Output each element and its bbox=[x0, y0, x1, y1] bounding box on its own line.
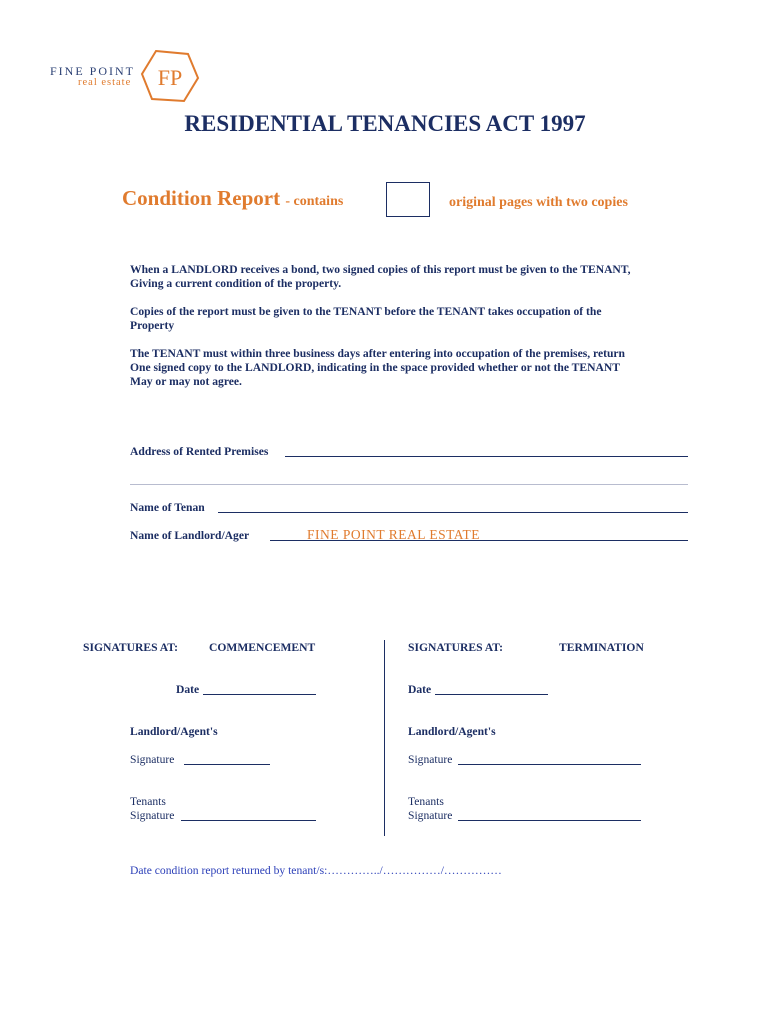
signature-column-divider bbox=[384, 640, 385, 836]
termination-landlord-label: Landlord/Agent's bbox=[408, 725, 496, 738]
instruction-3-line-1: The TENANT must within three business days after entering into occupation of the premises, return bbox=[130, 347, 626, 360]
commencement-tenants-signature-input[interactable] bbox=[181, 820, 316, 821]
logo-text-real-estate: real estate bbox=[78, 77, 132, 88]
tenant-name-label: Name of Tenan bbox=[130, 501, 205, 514]
instruction-paragraph-1 bbox=[130, 263, 631, 291]
termination-date-label: Date bbox=[408, 683, 432, 696]
termination-tenants-label: Tenants bbox=[408, 795, 444, 808]
instruction-2-line-1: Copies of the report must be given to the TENANT before the TENANT takes occupation of the bbox=[130, 305, 602, 318]
commencement-signatures-label: SIGNATURES AT: bbox=[83, 641, 179, 654]
termination-landlord-signature-label: Signature bbox=[408, 753, 453, 766]
instruction-1-line-2: Giving a current condition of the property. bbox=[130, 277, 342, 290]
condition-report-contains: - contains bbox=[285, 194, 344, 209]
commencement-tenants-signature-label: Signature bbox=[130, 809, 175, 822]
commencement-date-label: Date bbox=[176, 683, 200, 696]
instruction-3-line-2: One signed copy to the LANDLORD, indicating in the space provided whether or not the TENANT bbox=[130, 361, 620, 374]
termination-tenants-signature-label: Signature bbox=[408, 809, 453, 822]
condition-report-title: Condition Report bbox=[122, 186, 281, 210]
commencement-landlord-signature-input[interactable] bbox=[184, 764, 270, 765]
termination-tenants-signature-input[interactable] bbox=[458, 820, 641, 821]
commencement-date-input[interactable] bbox=[203, 694, 316, 695]
termination-landlord-signature-input[interactable] bbox=[458, 764, 641, 765]
pages-count-box[interactable] bbox=[386, 182, 430, 217]
instruction-1-line-1: When a LANDLORD receives a bond, two signed copies of this report must be given to the TENANT, bbox=[130, 263, 631, 276]
landlord-name-label: Name of Landlord/Ager bbox=[130, 529, 250, 542]
termination-stage-label: TERMINATION bbox=[559, 641, 644, 654]
report-returned-date-field[interactable]: Date condition report returned by tenant/s:…………../……………/…………… bbox=[130, 864, 502, 877]
commencement-tenants-label: Tenants bbox=[130, 795, 166, 808]
address-label: Address of Rented Premises bbox=[130, 445, 269, 458]
page-title: RESIDENTIAL TENANCIES ACT 1997 bbox=[184, 111, 586, 136]
condition-report-heading bbox=[122, 186, 343, 211]
instruction-paragraph-2 bbox=[130, 305, 601, 333]
commencement-landlord-label: Landlord/Agent's bbox=[130, 725, 218, 738]
address-input[interactable] bbox=[285, 456, 688, 457]
landlord-name-value: FINE POINT REAL ESTATE bbox=[307, 527, 481, 542]
termination-date-input[interactable] bbox=[435, 694, 548, 695]
instruction-2-line-2: Property bbox=[130, 319, 175, 332]
termination-signatures-label: SIGNATURES AT: bbox=[408, 641, 504, 654]
divider-line bbox=[130, 484, 688, 485]
logo-hexagon-icon bbox=[140, 48, 200, 104]
tenant-name-input[interactable] bbox=[218, 512, 688, 513]
instruction-3-line-3: May or may not agree. bbox=[130, 375, 242, 388]
logo-monogram: FP bbox=[157, 65, 183, 90]
logo-text-fine-point: FINE POINT bbox=[50, 64, 135, 78]
commencement-stage-label: COMMENCEMENT bbox=[209, 641, 316, 654]
commencement-landlord-signature-label: Signature bbox=[130, 753, 175, 766]
instruction-paragraph-3 bbox=[130, 347, 625, 389]
pages-suffix-text: original pages with two copies bbox=[449, 195, 628, 210]
